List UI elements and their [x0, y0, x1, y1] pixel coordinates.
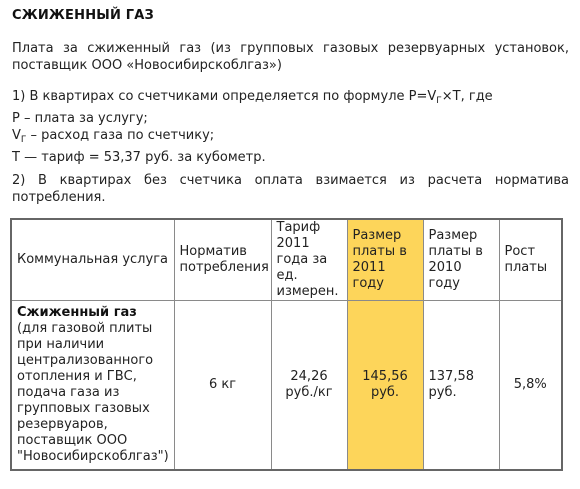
formula-line	[12, 88, 569, 110]
table-row	[11, 301, 562, 471]
header-pay-2011: Размер платы в 2011 году	[347, 219, 423, 301]
meter-paragraph	[12, 88, 569, 166]
definition-t: T — тариф = 53,37 руб. за кубометр.	[12, 150, 266, 165]
header-pay-2010: Размер платы в 2010 году	[423, 219, 499, 301]
header-tariff: Тариф 2011 года за ед. измерен.	[271, 219, 347, 301]
definition-v-text: – расход газа по счетчику;	[26, 128, 215, 143]
cell-service	[11, 301, 174, 471]
intro-paragraph	[12, 40, 569, 74]
formula-tail: ×T, где	[441, 89, 493, 104]
cell-growth: 5,8%	[499, 301, 562, 471]
header-service: Коммунальная услуга	[11, 219, 174, 301]
formula-text: 1) В квартирах со счетчиками определяется по формуле P=V	[12, 89, 437, 104]
formula-subscript: Г	[436, 96, 442, 106]
intro-line-2: поставщик ООО «Новосибирскоблгаз»)	[12, 58, 282, 73]
service-title: Сжиженный газ	[17, 305, 137, 320]
header-growth: Рост платы	[499, 219, 562, 301]
header-norm: Норматив потребления	[174, 219, 271, 301]
cell-norm: 6 кг	[174, 301, 271, 471]
cell-tariff: 24,26 руб./кг	[271, 301, 347, 471]
definition-v-symbol: V	[12, 128, 21, 143]
definition-p: P – плата за услугу;	[12, 111, 148, 126]
service-description: (для газовой плиты при наличии централизованного отопления и ГВС, подача газа из групповых газовых резервуаров, поставщик ООО "Новосибирскоблгаз")	[17, 321, 169, 464]
cell-pay-2010: 137,58 руб.	[423, 301, 499, 471]
page-title: СЖИЖЕННЫЙ ГАЗ	[12, 8, 154, 23]
no-meter-line-1: 2) В квартирах без счетчика оплата взимается из расчета норматива	[12, 173, 569, 188]
intro-line-1: Плата за сжиженный газ (из групповых газовых резервуарных установок,	[12, 41, 569, 56]
definition-v-subscript: Г	[20, 135, 27, 145]
definition-v	[12, 127, 569, 149]
no-meter-line-2: потребления.	[12, 190, 106, 205]
tariff-table	[10, 218, 563, 471]
no-meter-paragraph	[12, 172, 569, 206]
table-header-row	[11, 219, 562, 301]
cell-pay-2011: 145,56 руб.	[347, 301, 423, 471]
